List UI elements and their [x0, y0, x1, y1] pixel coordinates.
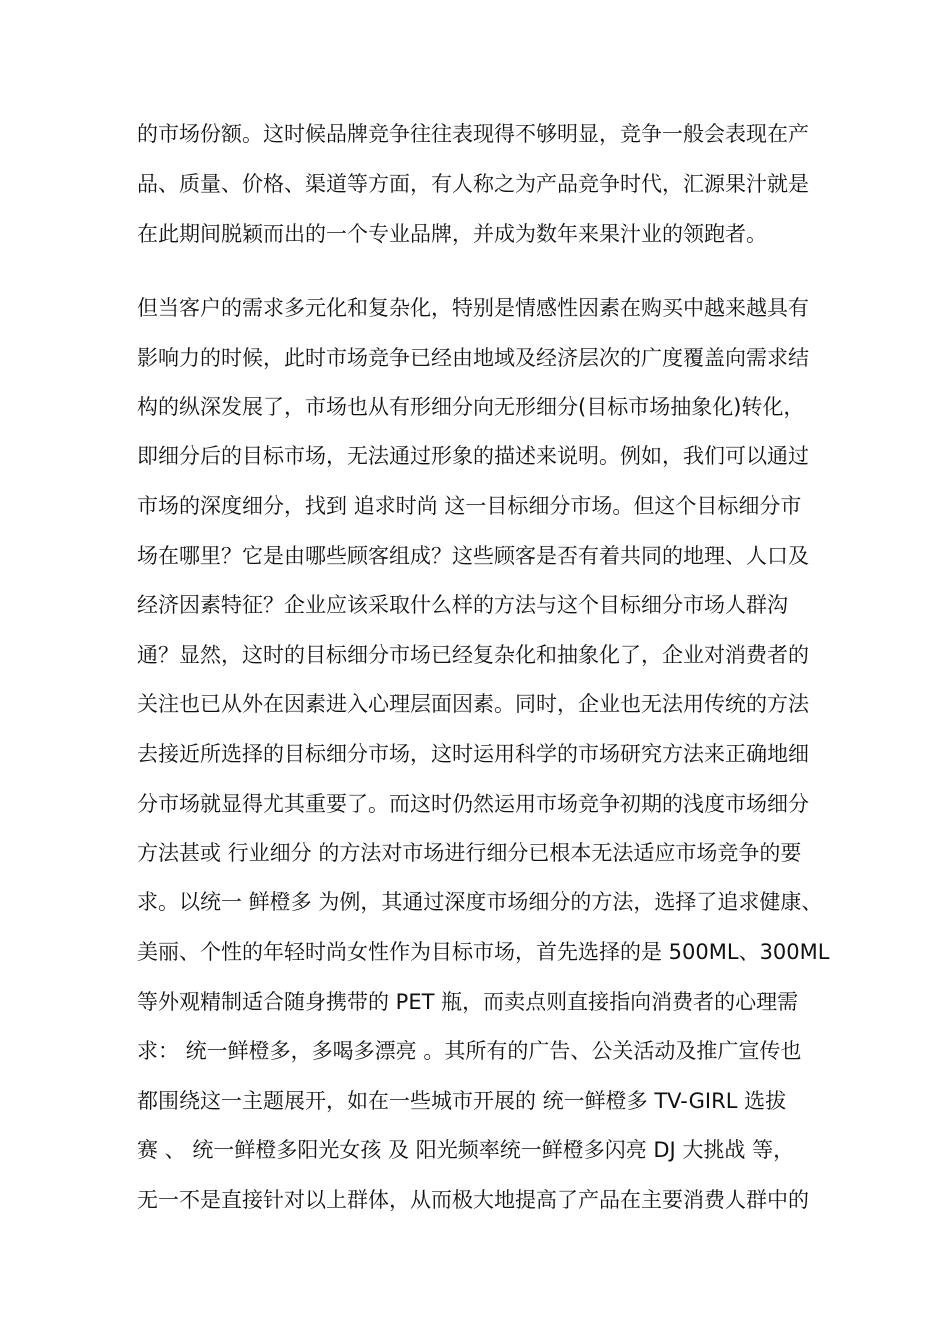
paragraph-2-line-15: 等外观精制适合随身携带的 PET 瓶，而卖点则直接指向消费者的心理需: [137, 990, 799, 1014]
paragraph-1-line-3: 在此期间脱颖而出的一个专业品牌，并成为数年来果汁业的领跑者。: [137, 222, 767, 246]
paragraph-2-line-19: 无一不是直接针对以上群体，从而极大地提高了产品在主要消费人群中的: [137, 1188, 809, 1212]
paragraph-2-line-5: 市场的深度细分，找到 追求时尚 这一目标细分市场。但这个目标细分市: [137, 494, 802, 518]
paragraph-2-line-18: 赛 、 统一鲜橙多阳光女孩 及 阳光频率统一鲜橙多闪亮 DJ 大挑战 等，: [137, 1138, 795, 1162]
paragraph-2-line-14: 美丽、个性的年轻时尚女性作为目标市场，首先选择的是 500ML、300ML: [137, 940, 830, 964]
paragraph-2-line-4: 即细分后的目标市场，无法通过形象的描述来说明。例如，我们可以通过: [137, 444, 809, 468]
paragraph-2-line-11: 分市场就显得尤其重要了。而这时仍然运用市场竞争初期的浅度市场细分: [137, 792, 809, 816]
paragraph-2-line-13: 求。以统一 鲜橙多 为例，其通过深度市场细分的方法，选择了追求健康、: [137, 890, 823, 914]
paragraph-2-line-7: 经济因素特征？企业应该采取什么样的方法与这个目标细分市场人群沟: [137, 593, 788, 617]
paragraph-1-line-2: 品、质量、价格、渠道等方面，有人称之为产品竞争时代，汇源果汁就是: [137, 172, 809, 196]
paragraph-2-line-10: 去接近所选择的目标细分市场，这时运用科学的市场研究方法来正确地细: [137, 742, 809, 766]
paragraph-2-line-1: 但当客户的需求多元化和复杂化，特别是情感性因素在购买中越来越具有: [137, 296, 809, 320]
paragraph-2-line-9: 关注也已从外在因素进入心理层面因素。同时，企业也无法用传统的方法: [137, 692, 809, 716]
paragraph-2-line-2: 影响力的时候，此时市场竞争已经由地域及经济层次的广度覆盖向需求结: [137, 346, 809, 370]
paragraph-2-line-3: 构的纵深发展了，市场也从有形细分向无形细分(目标市场抽象化)转化，: [137, 395, 805, 419]
paragraph-2-line-17: 都围绕这一主题展开，如在一些城市开展的 统一鲜橙多 TV-GIRL 选拔: [137, 1089, 787, 1113]
paragraph-2-line-6: 场在哪里？它是由哪些顾客组成？这些顾客是否有着共同的地理、人口及: [137, 544, 809, 568]
paragraph-2-line-16: 求： 统一鲜橙多，多喝多漂亮 。其所有的广告、公关活动及推广宣传也: [137, 1039, 802, 1063]
paragraph-2-line-8: 通？显然，这时的目标细分市场已经复杂化和抽象化了，企业对消费者的: [137, 643, 809, 667]
paragraph-2-line-12: 方法甚或 行业细分 的方法对市场进行细分已根本无法适应市场竞争的要: [137, 841, 802, 865]
paragraph-1-line-1: 的市场份额。这时候品牌竞争往往表现得不够明显，竞争一般会表现在产: [137, 122, 809, 146]
